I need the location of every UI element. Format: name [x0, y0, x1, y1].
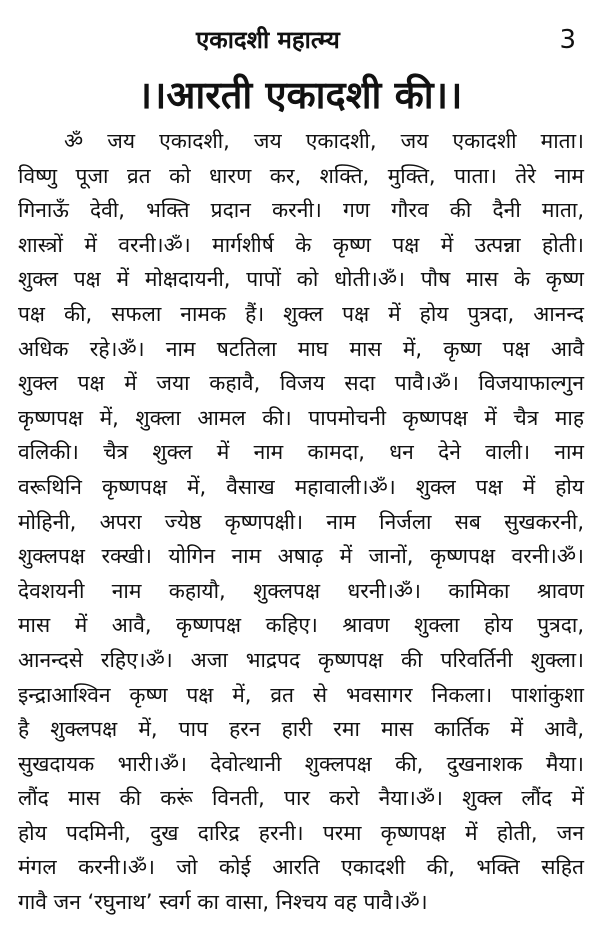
text-line: लौंद मास की करूं विनती, पार करो नैया।ॐ। शुक्ल लौंद में: [18, 786, 584, 811]
text-line: मंगल करनी।ॐ। जो कोई आरति एकादशी की, भक्ति सहित: [18, 855, 584, 880]
text-line: पक्ष की, सफला नामक हैं। शुक्ल पक्ष में होय पुत्रदा, आनन्द: [18, 301, 584, 326]
text-line: कृष्णपक्ष में, शुक्ला आमल की। पापमोचनी कृष्णपक्ष में चैत्र माह: [18, 405, 584, 430]
text-line: मोहिनी, अपरा ज्येष्ठ कृष्णपक्षी। नाम निर्जला सब सुखकरनी,: [18, 509, 584, 534]
text-line: है शुक्लपक्ष में, पाप हरन हारी रमा मास कार्तिक में आवै,: [18, 717, 584, 742]
page-number: 3: [559, 25, 576, 55]
text-line: शुक्ल पक्ष में मोक्षदायनी, पापों को धोती।ॐ। पौष मास के कृष्ण: [18, 267, 584, 292]
text-line: वरूथिनि कृष्णपक्ष में, वैसाख महावाली।ॐ। शुक्ल पक्ष में होय: [18, 474, 584, 499]
text-line: देवशयनी नाम कहायौ, शुक्लपक्ष धरनी।ॐ। कामिका श्रावण: [18, 578, 584, 603]
text-line: विष्णु पूजा व्रत को धारण कर, शक्ति, मुक्ति, पाता। तेरे नाम: [18, 163, 584, 188]
text-line: शुक्लपक्ष रक्खी। योगिन नाम अषाढ़ में जानों, कृष्णपक्ष वरनी।ॐ।: [18, 544, 584, 569]
text-line: इन्द्राआश्विन कृष्ण पक्ष में, व्रत से भवसागर निकला। पाशांकुशा: [18, 682, 584, 707]
chapter-title: ।।आरती एकादशी की।।: [137, 73, 463, 117]
running-title: एकादशी महात्म्य: [196, 26, 340, 54]
text-line: सुखदायक भारी।ॐ। देवोत्थानी शुक्लपक्ष की, दुखनाशक मैया।: [18, 751, 584, 776]
aarti-text: [18, 124, 584, 920]
text-line: वलिकी। चैत्र शुक्ल में नाम कामदा, धन देने वाली। नाम: [18, 440, 584, 465]
text-line: मास में आवै, कृष्णपक्ष कहिए। श्रावण शुक्ला होय पुत्रदा,: [18, 613, 584, 638]
text-line: आनन्दसे रहिए।ॐ। अजा भाद्रपद कृष्णपक्ष की परिवर्तिनी शुक्ला।: [18, 647, 584, 672]
text-line: अधिक रहे।ॐ। नाम षटतिला माघ मास में, कृष्ण पक्ष आवै: [18, 336, 584, 361]
text-line: गिनाऊँ देवी, भक्ति प्रदान करनी। गण गौरव की दैनी माता,: [18, 198, 584, 223]
text-line: होय पदमिनी, दुख दारिद्र हरनी। परमा कृष्णपक्ष में होती, जन: [18, 820, 584, 845]
text-line: गावै जन ‘रघुनाथ’ स्वर्ग का वासा, निश्चय वह पावै।ॐ।: [18, 890, 428, 915]
text-line: शुक्ल पक्ष में जया कहावै, विजय सदा पावै।ॐ। विजयाफाल्गुन: [18, 371, 584, 396]
page-header: [0, 22, 600, 58]
text-line: शास्त्रों में वरनी।ॐ। मार्गशीर्ष के कृष्ण पक्ष में उत्पन्ना होती।: [18, 232, 584, 257]
text-line: ॐ जय एकादशी, जय एकादशी, जय एकादशी माता।: [64, 129, 584, 153]
